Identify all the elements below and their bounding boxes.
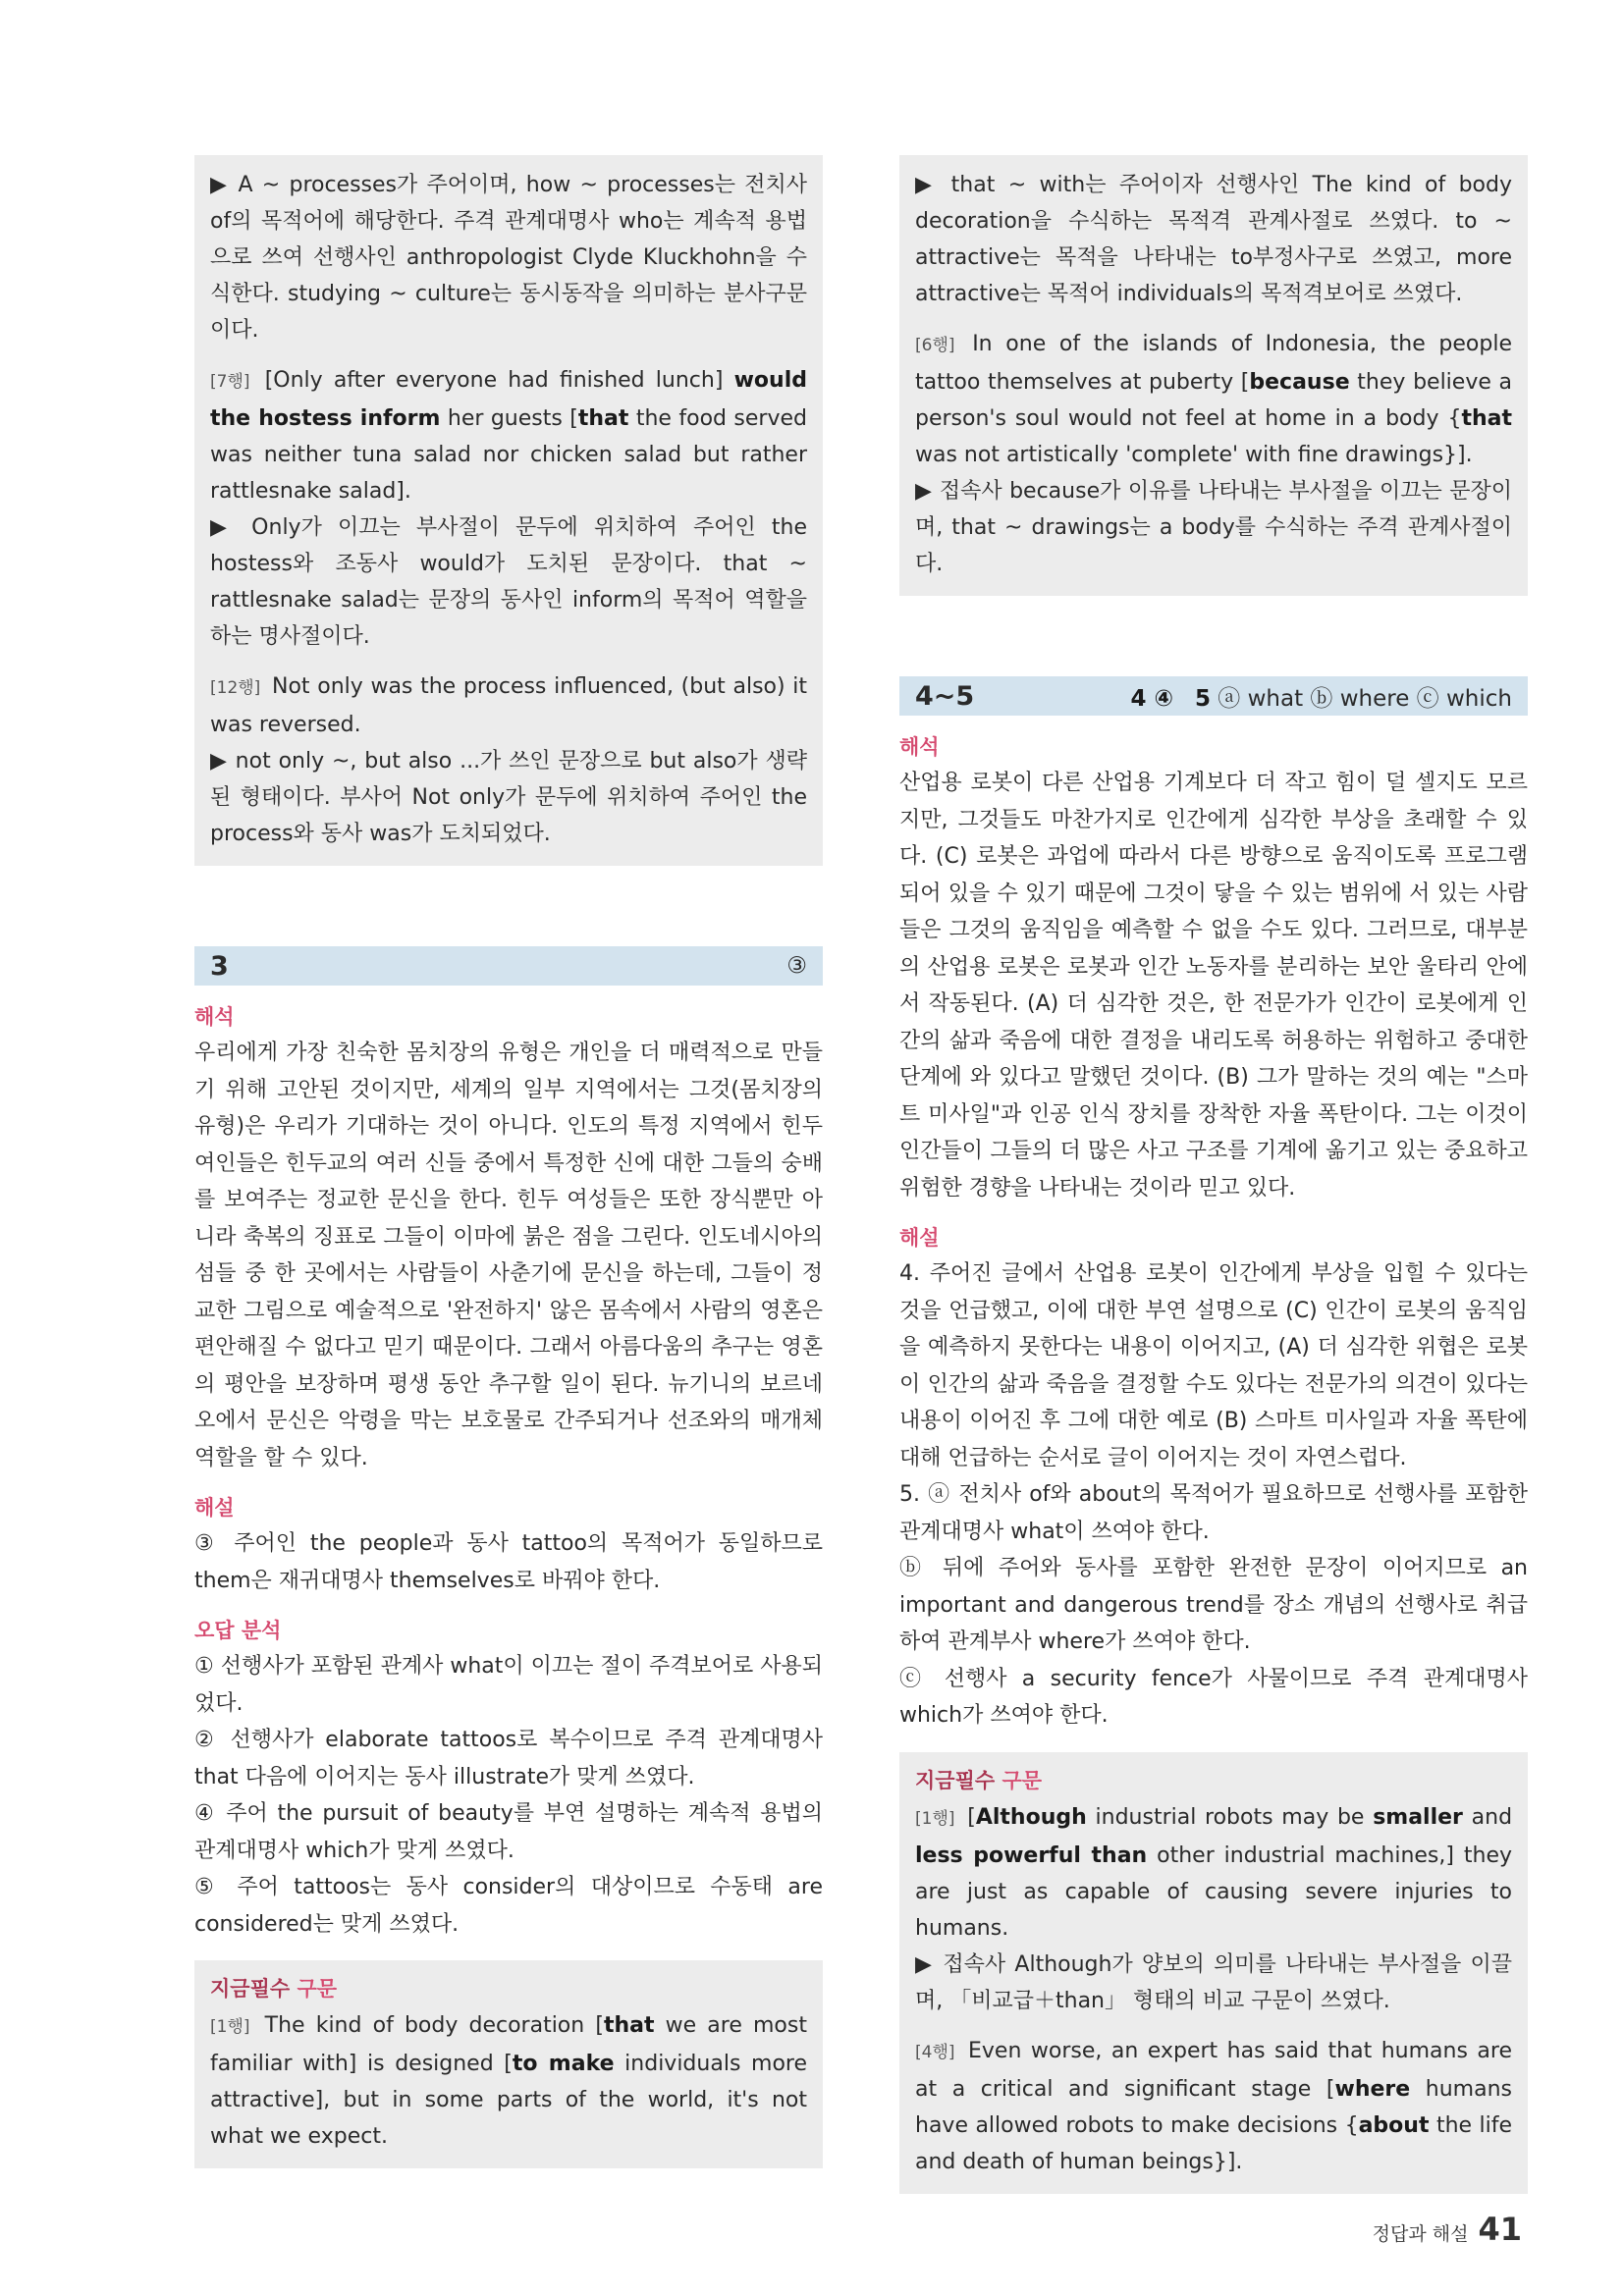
page-number: 41	[1478, 2211, 1522, 2248]
section-title: 해석	[899, 735, 940, 759]
question-number: 3	[210, 950, 229, 982]
wrong-analysis-item: ④ 주어 the pursuit of beauty를 부연 설명하는 계속적 용법의 관계대명사 which가 맞게 쓰였다.	[194, 1801, 823, 1863]
grammar-note-box	[899, 155, 1528, 596]
question-header	[194, 946, 823, 986]
explanation-text: 5. ⓐ 전치사 of와 about의 목적어가 필요하므로 선행사를 포함한 관계대명사 what이 쓰여야 한다.	[899, 1482, 1528, 1544]
translation-text: 산업용 로봇이 다른 산업용 기계보다 더 작고 힘이 덜 셀지도 모르지만, 그것들도 마찬가지로 인간에게 심각한 부상을 초래할 수 있다. (C) 로봇은 과업에 따라서 다른 방향으로 움직이도록 프로그램 되어 있을 수 있기 때문에 그것이 닿을 수 있는 범위에 서 있는 사람들은 그것의 움직임을 예측할 수 없을 수도 있다. 그러므로, 대부분의 산업용 로봇은 로봇과 인간 노동자를 분리하는 보안 울타리 안에서 작동된다. (A) 더 심각한 것은, 한 전문가가 인간이 로봇에게 인간의 삶과 죽음에 대한 결정을 내리도록 허용하는 위험하고 중대한 단계에 와 있다고 말했던 것이다. (B) 그가 말하는 것의 예는 "스마트 미사일"과 인공 인식 장치를 장착한 자율 폭탄이다. 그는 이것이 인간들이 그들의 더 많은 사고 구조를 기계에 옮기고 있는 중요하고 위험한 경향을 나타내는 것이라 믿고 있다.	[899, 771, 1528, 1201]
note-paragraph: [12행] Not only was the process influenced, (but also) it was reversed. ▶ not only ~, but also ...가 쓰인 문장으로 but also가 생략된 형태이다. 부사어 Not only가 문두에 위치하여 주어인 the process와 동사 was가 도치되었다.	[210, 674, 807, 846]
syntax-paragraph: [4행] Even worse, an expert has said that humans are at a critical and significant stage [where humans have allowed robots to make decisions {about the life and death of human beings}].	[915, 2038, 1513, 2174]
section-title: 해설	[194, 1496, 235, 1520]
question-answer: 4 ④ 5 ⓐ what ⓑ where ⓒ which	[1130, 685, 1512, 712]
key-syntax-title: 지금필수 구문	[915, 1768, 1043, 1792]
line-tag: [4행]	[915, 2042, 955, 2062]
translation-text: 우리에게 가장 친숙한 몸치장의 유형은 개인을 더 매력적으로 만들기 위해 고안된 것이지만, 세계의 일부 지역에서는 그것(몸치장의 유형)은 우리가 기대하는 것이 아니다. 인도의 특정 지역에서 힌두 여인들은 힌두교의 여러 신들 중에서 특정한 신에 대한 그들의 숭배를 보여주는 정교한 문신을 한다. 힌두 여성들은 또한 장식뿐만 아니라 축복의 징표로 그들이 이마에 붉은 점을 그린다. 인도네시아의 섬들 중 한 곳에서는 사람들이 사춘기에 문신을 하는데, 그들이 정교한 그림으로 예술적으로 '완전하지' 않은 몸속에서 사람의 영혼은 편안해질 수 없다고 믿기 때문이다. 그래서 아름다움의 추구는 영혼의 평안을 보장하며 평생 동안 추구할 일이 된다. 뉴기니의 보르네오에서 문신은 악령을 막는 보호물로 간주되거나 선조와의 매개체 역할을 할 수 있다.	[194, 1041, 823, 1470]
explanation-text: ③ 주어인 the people과 동사 tattoo의 목적어가 동일하므로 them은 재귀대명사 themselves로 바꿔야 한다.	[194, 1531, 823, 1593]
question-number: 4~5	[915, 680, 975, 712]
right-column	[899, 155, 1528, 2194]
explanation-text: ⓒ 선행사 a security fence가 사물이므로 주격 관계대명사 which가 쓰여야 한다.	[899, 1666, 1528, 1728]
left-column	[194, 155, 823, 2168]
wrong-analysis-item: ① 선행사가 포함된 관계사 what이 이끄는 절이 주격보어로 사용되었다.	[194, 1654, 823, 1716]
grammar-note-box	[194, 155, 823, 866]
wrong-analysis-item: ⑤ 주어 tattoos는 동사 consider의 대상이므로 수동태 are considered는 맞게 쓰였다.	[194, 1875, 823, 1937]
note-paragraph: [7행] [Only after everyone had finished lunch] would the hostess inform her guests [that the food served was neither tuna salad nor chicken salad but rather rattlesnake salad]. ▶ Only가 이끄는 부사절이 문두에 위치하여 주어인 the hostess와 조동사 would가 도치된 문장이다. that ~ rattlesnake salad는 문장의 동사인 inform의 목적어 역할을 하는 명사절이다.	[210, 368, 807, 649]
note-paragraph: [6행] In one of the islands of Indonesia, the people tattoo themselves at puberty [because they believe a person's soul would not feel at home in a body {that was not artistically 'complete' with fine drawings}]. ▶ 접속사 because가 이유를 나타내는 부사절을 이끄는 문장이며, that ~ drawings는 a body를 수식하는 주격 관계사절이다.	[915, 332, 1513, 576]
syntax-paragraph: [1행] The kind of body decoration [that we are most familiar with] is designed [to make individuals more attractive], but in some parts of the world, it's not what we expect.	[210, 2013, 808, 2149]
explanation-text: 4. 주어진 글에서 산업용 로봇이 인간에게 부상을 입힐 수 있다는 것을 언급했고, 이에 대한 부연 설명으로 (C) 인간이 로봇의 움직임을 예측하지 못한다는 내용이 이어지고, (A) 더 심각한 위협은 로봇이 인간의 삶과 죽음을 결정할 수도 있다는 전문가의 의견이 있다는 내용이 이어진 후 그에 대한 예로 (B) 스마트 미사일과 자율 폭탄에 대해 언급하는 순서로 글이 이어지는 것이 자연스럽다.	[899, 1261, 1528, 1470]
explanation-text: ⓑ 뒤에 주어와 동사를 포함한 완전한 문장이 이어지므로 an important and dangerous trend를 장소 개념의 선행사로 취급하여 관계부사 where가 쓰여야 한다.	[899, 1556, 1528, 1654]
footer-label: 정답과 해설	[1372, 2223, 1469, 2245]
line-tag: [12행]	[210, 678, 261, 698]
question-header	[899, 676, 1528, 716]
line-tag: [6행]	[915, 336, 955, 355]
line-tag: [1행]	[915, 1808, 955, 1829]
page-footer	[1373, 2211, 1522, 2248]
question-answer: ③	[786, 953, 807, 979]
key-syntax-title: 지금필수 구문	[210, 1977, 338, 2001]
syntax-paragraph: [1행] [Although industrial robots may be smaller and less powerful than other industrial machines,] they are just as capable of causing severe injuries to humans. ▶ 접속사 Although가 양보의 의미를 나타내는 부사절을 이끌며, 「비교급＋than」 형태의 비교 구문이 쓰였다.	[915, 1804, 1513, 2013]
section-title: 해석	[194, 1005, 235, 1029]
section-title: 오답 분석	[194, 1619, 282, 1642]
key-syntax-box	[899, 1752, 1528, 2194]
note-paragraph: ▶ A ~ processes가 주어이며, how ~ processes는 전치사 of의 목적어에 해당한다. 주격 관계대명사 who는 계속적 용법으로 쓰여 선행사인 anthropologist Clyde Kluckhohn을 수식한다. studying ~ culture는 동시동작을 의미하는 분사구문이다.	[210, 173, 807, 343]
section-title: 해설	[899, 1226, 940, 1250]
wrong-analysis-item: ② 선행사가 elaborate tattoos로 복수이므로 주격 관계대명사 that 다음에 이어지는 동사 illustrate가 맞게 쓰였다.	[194, 1728, 823, 1789]
note-paragraph: ▶ that ~ with는 주어이자 선행사인 The kind of body decoration을 수식하는 목적격 관계사절로 쓰였다. to ~ attractive는 목적을 나타내는 to부정사구로 쓰였고, more attractive는 목적어 individuals의 목적격보어로 쓰였다.	[915, 173, 1512, 306]
key-syntax-box	[194, 1960, 823, 2168]
line-tag: [1행]	[210, 2017, 250, 2037]
line-tag: [7행]	[210, 372, 250, 392]
